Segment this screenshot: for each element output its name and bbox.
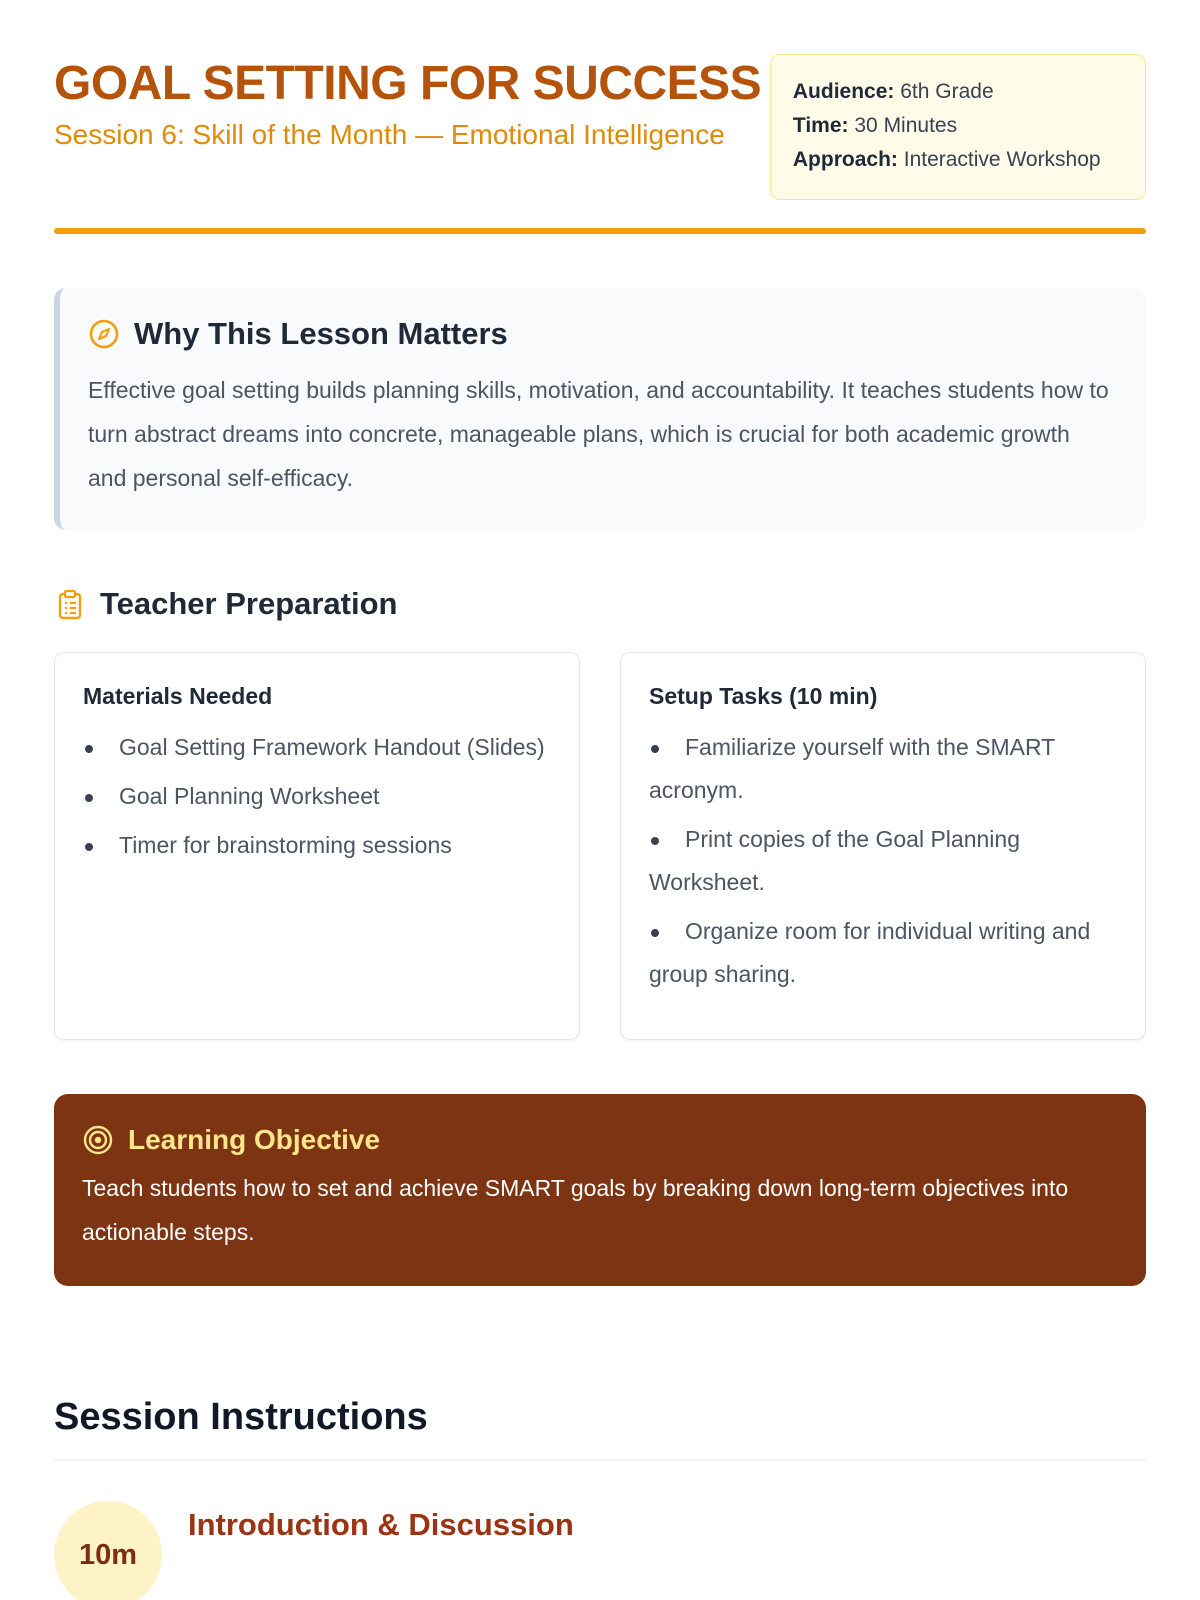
bullet-icon [651,929,659,937]
list-item-text: Goal Setting Framework Handout (Slides) [119,734,545,760]
list-item [83,775,551,818]
bullet-icon [651,837,659,845]
page-subtitle: Session 6: Skill of the Month — Emotional Intelligence [54,119,725,150]
bullet-icon [85,843,93,851]
materials-list [83,726,551,867]
list-item-text: Goal Planning Worksheet [119,783,380,809]
list-item [649,726,1117,812]
approach-label: Approach: [792,148,898,171]
objective-heading [82,1124,1118,1156]
objective-section [54,1094,1146,1286]
compass-icon [88,318,120,350]
bullet-icon [85,745,93,753]
session-step [54,1501,1146,1600]
why-text: Effective goal setting builds planning skills, motivation, and accountability. It teaches students how to turn abstract dreams into concrete, manageable plans, which is crucial for both academic growth and personal self-efficacy. [88,377,1109,491]
time-label: Time: [792,114,849,137]
step-title: Introduction & Discussion [188,1507,574,1542]
header-divider [54,228,1146,234]
audience-label: Audience: [792,80,895,103]
objective-title: Learning Objective [128,1124,381,1155]
list-item [649,818,1117,904]
meta-approach [793,143,1123,177]
title-block [54,54,770,154]
why-title: Why This Lesson Matters [134,316,508,351]
audience-value: 6th Grade [900,80,994,103]
meta-time [793,109,1123,143]
why-section [54,288,1146,530]
bullet-icon [85,794,93,802]
prep-cards [54,652,1146,1040]
materials-card [54,652,580,1040]
objective-text: Teach students how to set and achieve SMART goals by breaking down long-term objectives into actionable steps. [82,1175,1069,1245]
setup-list [649,726,1117,996]
session-title: Session Instructions [54,1396,1146,1461]
materials-title: Materials Needed [83,683,273,709]
prep-title: Teacher Preparation [100,586,398,621]
list-item-text: Familiarize yourself with the SMART acronym. [649,734,1055,803]
page-title: GOAL SETTING FOR SUCCESS [54,57,762,110]
step-duration-badge: 10m [54,1501,162,1600]
list-item-text: Timer for brainstorming sessions [119,832,452,858]
list-item [649,910,1117,996]
why-heading [88,316,1114,352]
time-value: 30 Minutes [854,114,958,137]
prep-heading [54,586,1146,622]
setup-card [620,652,1146,1040]
list-item [83,824,551,867]
list-item-text: Print copies of the Goal Planning Worksheet. [649,826,1020,895]
meta-audience [793,75,1123,109]
setup-title: Setup Tasks (10 min) [649,683,878,709]
clipboard-icon [54,588,86,620]
target-icon [82,1124,114,1156]
header [54,54,1146,200]
list-item [83,726,551,769]
bullet-icon [651,745,659,753]
approach-value: Interactive Workshop [903,148,1101,171]
meta-box [770,54,1146,200]
list-item-text: Organize room for individual writing and group sharing. [649,918,1091,987]
